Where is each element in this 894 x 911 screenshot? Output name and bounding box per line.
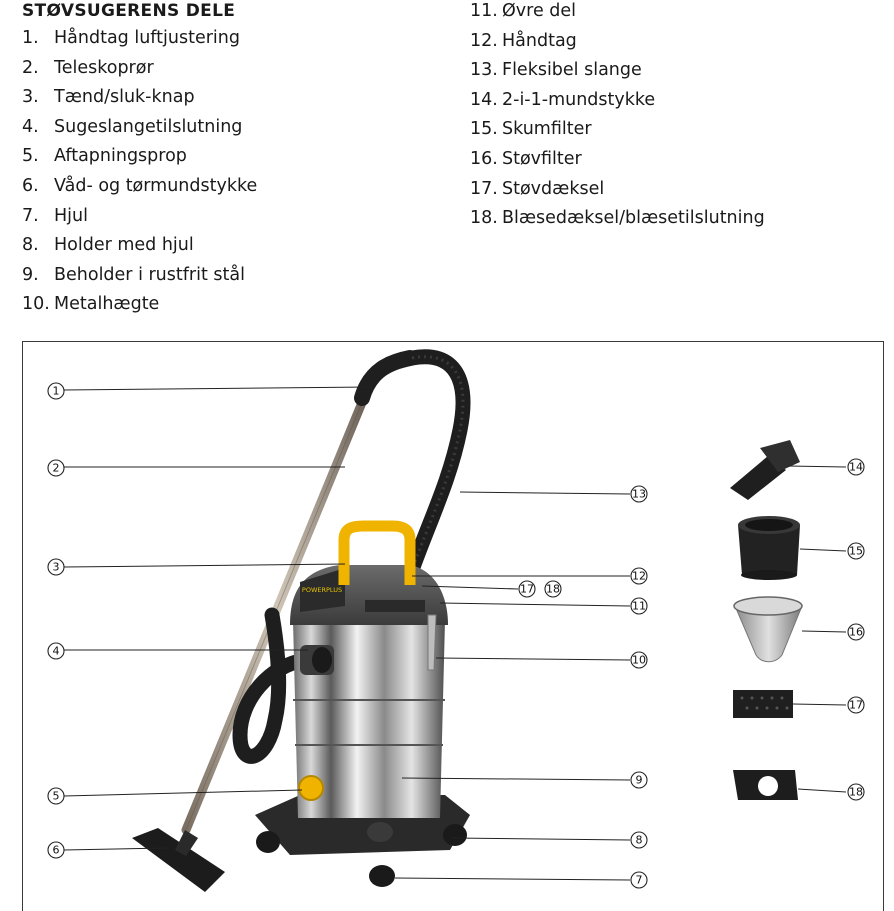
callout-18-body: [545, 581, 561, 597]
list-item: 6. Våd- og tørmundstykke: [22, 175, 258, 196]
svg-text:17: 17: [849, 698, 863, 712]
svg-text:8: 8: [635, 833, 643, 847]
list-item: 10. Metalhægte: [22, 294, 160, 315]
svg-text:12: 12: [632, 569, 646, 583]
callout-1: [48, 383, 64, 399]
svg-text:18: 18: [849, 785, 863, 799]
callout-12: [631, 568, 647, 584]
svg-text:9: 9: [635, 773, 643, 787]
callout-11: [631, 598, 647, 614]
list-item: 11. Øvre del: [470, 1, 577, 21]
svg-text:17: 17: [520, 582, 534, 596]
callout-3: [48, 559, 64, 575]
list-item: 5. Aftapningsprop: [22, 146, 187, 167]
svg-text:5: 5: [52, 789, 60, 803]
svg-text:10: 10: [632, 653, 646, 667]
list-item: 7. Hjul: [22, 205, 88, 226]
blow-cover: [733, 770, 798, 800]
callout-8: [631, 832, 647, 848]
list-item: 12. Håndtag: [470, 30, 577, 51]
drain-plug: [299, 776, 323, 800]
callout-13: [631, 486, 647, 502]
dust-filter: [734, 597, 802, 662]
callout-16: [848, 624, 864, 640]
parts-title: STØVSUGERENS DELE: [22, 1, 236, 21]
metal-hook: [428, 615, 436, 670]
callout-2: [48, 460, 64, 476]
callout-14: [848, 459, 864, 475]
list-item: 13. Fleksibel slange: [470, 60, 642, 81]
callout-17: [848, 697, 864, 713]
svg-text:14: 14: [849, 460, 863, 474]
list-item: 17. Støvdæksel: [470, 178, 605, 199]
callout-5: [48, 788, 64, 804]
svg-text:11: 11: [632, 599, 646, 613]
list-item: 9. Beholder i rustfrit stål: [22, 264, 245, 285]
tube-handle: [362, 358, 410, 398]
svg-text:16: 16: [849, 625, 863, 639]
list-item: 18. Blæsedæksel/blæsetilslutning: [470, 208, 765, 229]
callout-6: [48, 842, 64, 858]
svg-text:1: 1: [52, 384, 60, 398]
callout-10: [631, 652, 647, 668]
flexible-hose: [412, 357, 463, 570]
callout-7: [631, 872, 647, 888]
motor-head: [290, 565, 448, 625]
callout-17-body: [519, 581, 535, 597]
list-item: 8. Holder med hjul: [22, 235, 194, 256]
list-item: 15. Skumfilter: [470, 119, 592, 140]
svg-text:15: 15: [849, 544, 863, 558]
svg-text:2: 2: [52, 461, 60, 475]
callout-15: [848, 543, 864, 559]
foam-filter: [738, 516, 800, 580]
svg-text:13: 13: [632, 487, 646, 501]
list-item: 4. Sugeslangetilslutning: [22, 116, 243, 137]
svg-text:4: 4: [52, 644, 60, 658]
svg-text:6: 6: [52, 843, 60, 857]
list-item: 16. Støvfilter: [470, 148, 582, 169]
callout-18: [848, 784, 864, 800]
list-item: 1. Håndtag luftjustering: [22, 28, 240, 48]
svg-text:18: 18: [546, 582, 560, 596]
brand-label: POWERPLUS: [301, 586, 343, 594]
callout-9: [631, 772, 647, 788]
list-item: 3. Tænd/sluk-knap: [22, 87, 195, 108]
floor-nozzle: [132, 828, 225, 892]
list-item: 2. Teleskoprør: [22, 57, 154, 78]
svg-text:7: 7: [635, 873, 643, 887]
callout-4: [48, 643, 64, 659]
svg-text:3: 3: [52, 560, 60, 574]
dust-cover: [733, 690, 793, 718]
list-item: 14. 2-i-1-mundstykke: [470, 89, 656, 110]
two-in-one-nozzle: [730, 440, 800, 500]
